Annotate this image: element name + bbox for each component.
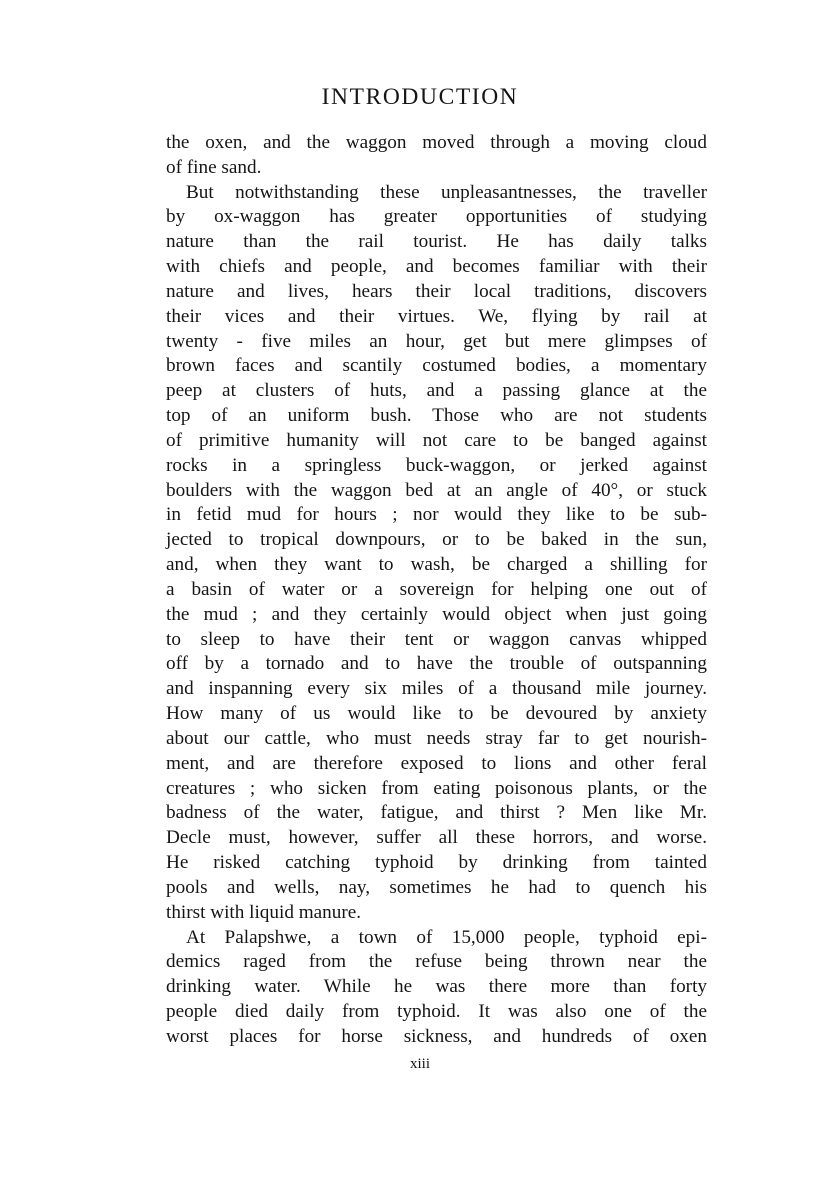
text-line: creatures ; who sicken from eating poisonous plants, or the bbox=[166, 777, 707, 799]
text-line: But notwithstanding these unpleasantnesses, the traveller bbox=[186, 181, 707, 203]
text-line: top of an uniform bush. Those who are not students bbox=[166, 405, 707, 427]
text-line: demics raged from the refuse being thrown near the bbox=[166, 951, 707, 973]
text-line: thirst with liquid manure. bbox=[166, 901, 362, 923]
text-line: and inspanning every six miles of a thousand mile journey. bbox=[166, 678, 707, 700]
text-line: badness of the water, fatigue, and thirst ? Men like Mr. bbox=[166, 802, 707, 824]
text-line: their vices and their virtues. We, flying by rail at bbox=[166, 305, 707, 327]
text-line: ment, and are therefore exposed to lions and other feral bbox=[166, 752, 707, 774]
page-number: xiii bbox=[409, 1056, 430, 1072]
text-line: nature and lives, hears their local traditions, discovers bbox=[166, 280, 707, 302]
text-line: pools and wells, nay, sometimes he had to quench his bbox=[166, 876, 707, 898]
text-line: to sleep to have their tent or waggon canvas whipped bbox=[166, 628, 707, 650]
text-line: How many of us would like to be devoured by anxiety bbox=[166, 703, 707, 725]
text-line: He risked catching typhoid by drinking from tainted bbox=[166, 852, 707, 874]
text-line: by ox-waggon has greater opportunities of studying bbox=[166, 206, 707, 228]
text-line: with chiefs and people, and becomes familiar with their bbox=[166, 256, 707, 278]
text-line: off by a tornado and to have the trouble of outspanning bbox=[166, 653, 707, 675]
text-line: people died daily from typhoid. It was also one of the bbox=[166, 1000, 707, 1022]
text-line: Decle must, however, suffer all these horrors, and worse. bbox=[166, 827, 707, 849]
text-line: jected to tropical downpours, or to be baked in the sun, bbox=[166, 529, 707, 551]
text-line: the oxen, and the waggon moved through a moving cloud bbox=[166, 132, 707, 153]
text-line: a basin of water or a sovereign for helping one out of bbox=[166, 578, 707, 600]
text-line: twenty - five miles an hour, get but mere glimpses of bbox=[166, 330, 707, 352]
text-line: boulders with the waggon bed at an angle of 40°, or stuck bbox=[166, 479, 707, 501]
text-line: nature than the rail tourist. He has daily talks bbox=[166, 231, 707, 253]
text-line: about our cattle, who must needs stray far to get nourish- bbox=[166, 727, 707, 749]
running-head: INTRODUCTION bbox=[321, 84, 519, 110]
text-line: in fetid mud for hours ; nor would they like to be sub- bbox=[166, 504, 707, 526]
text-line: worst places for horse sickness, and hundreds of oxen bbox=[166, 1025, 707, 1047]
body-text bbox=[166, 131, 707, 1050]
text-line: of fine sand. bbox=[166, 156, 262, 178]
text-line: brown faces and scantily costumed bodies, a momentary bbox=[166, 355, 707, 377]
text-line: the mud ; and they certainly would object when just going bbox=[166, 603, 707, 625]
text-line: drinking water. While he was there more than forty bbox=[166, 976, 707, 998]
text-line: At Palapshwe, a town of 15,000 people, typhoid epi- bbox=[186, 926, 707, 948]
text-line: rocks in a springless buck-waggon, or jerked against bbox=[166, 454, 707, 476]
text-line: of primitive humanity will not care to be banged against bbox=[166, 429, 707, 451]
text-line: and, when they want to wash, be charged a shilling for bbox=[166, 554, 707, 576]
text-line: peep at clusters of huts, and a passing glance at the bbox=[166, 380, 707, 402]
